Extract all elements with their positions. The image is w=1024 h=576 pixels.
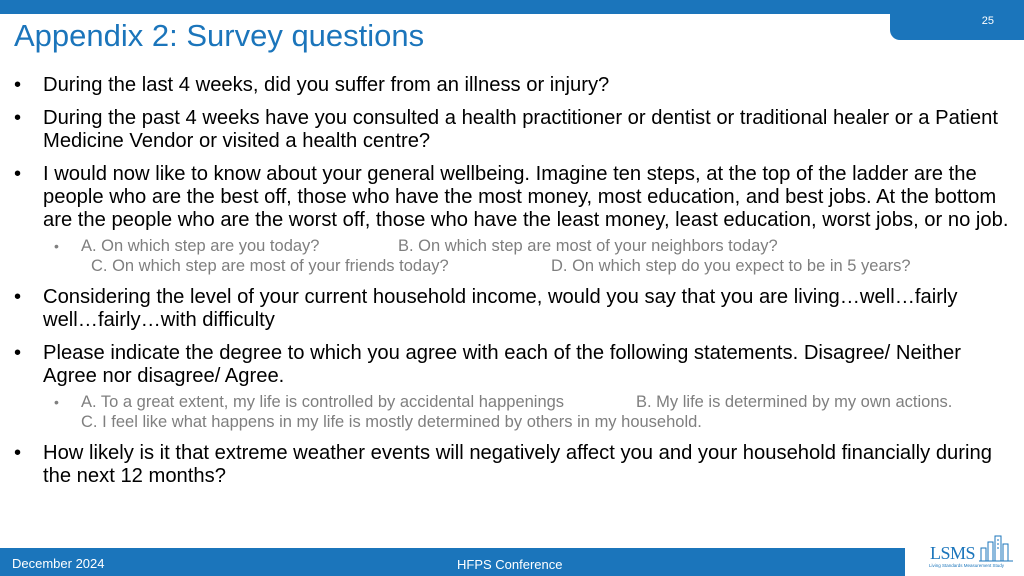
bullet-text: I would now like to know about your general wellbeing. Imagine ten steps, at the top of the ladder are the people who are the best off, those who have the most money, most education, and best jobs. At the bottom are the people who are the worst off, those who have the least money, least education, worst jobs, or no job. xyxy=(43,163,1009,231)
footer-bar xyxy=(0,548,1024,576)
page-number-tab xyxy=(890,0,1024,40)
wellbeing-subquestions xyxy=(14,236,1014,276)
footer-date: December 2024 xyxy=(12,556,105,571)
bullet-icon: • xyxy=(14,286,22,308)
bullet-item-income xyxy=(14,286,1014,332)
bullet-item-agree xyxy=(14,342,1014,388)
bullet-text: Please indicate the degree to which you agree with each of the following statements. Disagree/ Neither Agree nor disagree/ Agree. xyxy=(43,342,961,387)
bullet-text: Considering the level of your current household income, would you say that you are living…well…fairly well…fairly…with difficulty xyxy=(43,286,958,331)
bullet-list xyxy=(14,74,1014,498)
bullet-icon: • xyxy=(14,163,22,185)
logo-subtitle: Living Standards Measurement Study xyxy=(929,563,1005,568)
sub-question-d: D. On which step do you expect to be in 5 years? xyxy=(551,257,911,275)
sub-question-a: A. On which step are you today? xyxy=(81,237,320,255)
bullet-icon: • xyxy=(14,107,22,129)
bullet-icon: • xyxy=(14,74,22,96)
bullet-item-illness xyxy=(14,74,1014,97)
logo-text: LSMS xyxy=(930,543,976,563)
sub-question-b: B. On which step are most of your neighbors today? xyxy=(398,237,778,255)
bullet-icon: • xyxy=(14,442,22,464)
sub-statement-a: A. To a great extent, my life is controlled by accidental happenings xyxy=(81,393,565,411)
building-chart-icon xyxy=(979,532,1015,562)
slide-title: Appendix 2: Survey questions xyxy=(14,18,425,53)
lsms-logo xyxy=(905,528,1024,576)
sub-bullet-icon: • xyxy=(54,394,59,410)
footer-conference: HFPS Conference xyxy=(457,557,563,572)
bullet-text: How likely is it that extreme weather events will negatively affect you and your household financially during the next 12 months? xyxy=(43,442,992,487)
sub-bullet-row xyxy=(14,236,1014,256)
sub-question-c: C. On which step are most of your friends today? xyxy=(91,257,449,275)
bullet-text: During the last 4 weeks, did you suffer from an illness or injury? xyxy=(43,74,610,96)
sub-bullet-row xyxy=(14,392,1014,412)
top-bar xyxy=(0,0,1024,14)
sub-bullet-row xyxy=(14,256,1014,276)
bullet-item-wellbeing xyxy=(14,163,1014,232)
sub-bullet-row xyxy=(14,412,1014,432)
bullet-text: During the past 4 weeks have you consulted a health practitioner or dentist or traditional healer or a Patient Medicine Vendor or visited a health centre? xyxy=(43,107,998,152)
bullet-item-consulted xyxy=(14,107,1014,153)
agree-subquestions xyxy=(14,392,1014,432)
sub-statement-c: C. I feel like what happens in my life is mostly determined by others in my household. xyxy=(81,413,702,431)
sub-statement-b: B. My life is determined by my own actions. xyxy=(636,393,953,411)
bullet-icon: • xyxy=(14,342,22,364)
sub-bullet-icon: • xyxy=(54,238,59,254)
bullet-item-weather xyxy=(14,442,1014,488)
page-number: 25 xyxy=(981,15,994,27)
